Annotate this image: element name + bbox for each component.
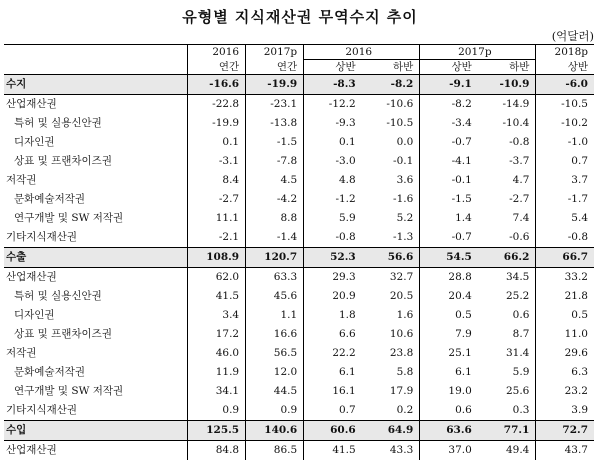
value-cell: 20.5 — [362, 287, 420, 306]
value-cell: 4.8 — [304, 171, 362, 190]
value-cell: -4.2 — [246, 190, 304, 209]
value-cell: -23.1 — [246, 95, 304, 115]
value-cell: 46.0 — [188, 344, 246, 363]
value-cell: 5.9 — [478, 363, 536, 382]
year-header: 2016 — [188, 45, 246, 60]
value-cell: 23.8 — [362, 344, 420, 363]
value-cell: 49.4 — [478, 441, 536, 460]
value-cell: 20.9 — [304, 287, 362, 306]
table-row — [4, 268, 594, 288]
row-label: 특허 및 실용신안권 — [4, 287, 188, 306]
row-label: 상표 및 프랜차이즈권 — [4, 325, 188, 344]
value-cell: 25.2 — [478, 287, 536, 306]
value-cell: -22.8 — [188, 95, 246, 115]
row-label: 문화예술저작권 — [4, 190, 188, 209]
year-header: 2018p — [536, 45, 594, 60]
value-cell: -0.6 — [478, 228, 536, 248]
period-header: 상반 — [536, 60, 594, 75]
row-label: 수지 — [4, 75, 188, 95]
value-cell: 20.4 — [420, 287, 478, 306]
table-row — [4, 401, 594, 421]
value-cell: 56.6 — [362, 248, 420, 268]
row-label: 저작권 — [4, 344, 188, 363]
row-label: 연구개발 및 SW 저작권 — [4, 382, 188, 401]
row-label: 디자인권 — [4, 133, 188, 152]
value-cell: 1.1 — [246, 306, 304, 325]
value-cell: -10.6 — [362, 95, 420, 115]
value-cell: 0.3 — [478, 401, 536, 421]
value-cell: -13.8 — [246, 114, 304, 133]
value-cell: 5.2 — [362, 209, 420, 228]
value-cell: 77.1 — [478, 421, 536, 441]
value-cell: 11.9 — [188, 363, 246, 382]
value-cell: 0.9 — [246, 401, 304, 421]
value-cell: -3.4 — [420, 114, 478, 133]
value-cell: 0.7 — [536, 152, 594, 171]
value-cell: 12.0 — [246, 363, 304, 382]
header-corner — [4, 45, 188, 60]
value-cell: 4.7 — [478, 171, 536, 190]
value-cell: -1.5 — [420, 190, 478, 209]
value-cell: 3.6 — [362, 171, 420, 190]
value-cell: 0.1 — [188, 133, 246, 152]
value-cell: -8.3 — [304, 75, 362, 95]
value-cell: 41.5 — [188, 287, 246, 306]
value-cell: -10.5 — [362, 114, 420, 133]
value-cell: -14.9 — [478, 95, 536, 115]
value-cell: 29.6 — [536, 344, 594, 363]
row-label: 연구개발 및 SW 저작권 — [4, 209, 188, 228]
value-cell: 5.4 — [536, 209, 594, 228]
value-cell: 54.5 — [420, 248, 478, 268]
value-cell: 108.9 — [188, 248, 246, 268]
value-cell: 32.7 — [362, 268, 420, 288]
table-row — [4, 75, 594, 95]
value-cell: 33.2 — [536, 268, 594, 288]
value-cell: -1.3 — [362, 228, 420, 248]
value-cell: 84.8 — [188, 441, 246, 460]
table-row — [4, 171, 594, 190]
value-cell: 10.6 — [362, 325, 420, 344]
value-cell: 34.5 — [478, 268, 536, 288]
value-cell: 3.4 — [188, 306, 246, 325]
table-row — [4, 287, 594, 306]
table-row — [4, 363, 594, 382]
value-cell: -19.9 — [188, 114, 246, 133]
value-cell: 1.6 — [362, 306, 420, 325]
value-cell: -0.1 — [362, 152, 420, 171]
value-cell: -0.8 — [478, 133, 536, 152]
table-row — [4, 152, 594, 171]
value-cell: 72.7 — [536, 421, 594, 441]
value-cell: -3.7 — [478, 152, 536, 171]
value-cell: 86.5 — [246, 441, 304, 460]
header-period-row — [4, 60, 594, 75]
row-label: 기타지식재산권 — [4, 401, 188, 421]
value-cell: 0.2 — [362, 401, 420, 421]
value-cell: 0.1 — [304, 133, 362, 152]
value-cell: 29.3 — [304, 268, 362, 288]
period-header: 하반 — [478, 60, 536, 75]
value-cell: -8.2 — [420, 95, 478, 115]
value-cell: 6.3 — [536, 363, 594, 382]
value-cell: -9.3 — [304, 114, 362, 133]
value-cell: -2.7 — [188, 190, 246, 209]
value-cell: -10.2 — [536, 114, 594, 133]
value-cell: 17.9 — [362, 382, 420, 401]
table-row — [4, 228, 594, 248]
row-label: 디자인권 — [4, 306, 188, 325]
value-cell: 17.2 — [188, 325, 246, 344]
value-cell: -0.8 — [304, 228, 362, 248]
value-cell: 44.5 — [246, 382, 304, 401]
value-cell: 3.9 — [536, 401, 594, 421]
table-row — [4, 133, 594, 152]
value-cell: 63.3 — [246, 268, 304, 288]
value-cell: -12.2 — [304, 95, 362, 115]
value-cell: 41.5 — [304, 441, 362, 460]
value-cell: 6.6 — [304, 325, 362, 344]
value-cell: 25.6 — [478, 382, 536, 401]
value-cell: -6.0 — [536, 75, 594, 95]
table-row — [4, 114, 594, 133]
header-corner — [4, 60, 188, 75]
value-cell: 16.6 — [246, 325, 304, 344]
value-cell: 0.7 — [304, 401, 362, 421]
value-cell: 0.6 — [478, 306, 536, 325]
ip-trade-balance-table — [4, 44, 594, 460]
value-cell: 25.1 — [420, 344, 478, 363]
value-cell: 0.5 — [420, 306, 478, 325]
table-row — [4, 248, 594, 268]
value-cell: -0.7 — [420, 228, 478, 248]
value-cell: -7.8 — [246, 152, 304, 171]
table-row — [4, 306, 594, 325]
value-cell: -0.8 — [536, 228, 594, 248]
value-cell: -0.7 — [420, 133, 478, 152]
value-cell: 21.8 — [536, 287, 594, 306]
value-cell: 3.7 — [536, 171, 594, 190]
period-header: 상반 — [304, 60, 362, 75]
row-label: 기타지식재산권 — [4, 228, 188, 248]
page-title: 유형별 지식재산권 무역수지 추이 — [0, 6, 600, 27]
value-cell: 0.0 — [362, 133, 420, 152]
row-label: 특허 및 실용신안권 — [4, 114, 188, 133]
value-cell: 52.3 — [304, 248, 362, 268]
year-header: 2017p — [420, 45, 536, 60]
value-cell: -9.1 — [420, 75, 478, 95]
value-cell: 23.2 — [536, 382, 594, 401]
value-cell: 22.2 — [304, 344, 362, 363]
value-cell: -1.6 — [362, 190, 420, 209]
value-cell: 1.8 — [304, 306, 362, 325]
value-cell: -3.1 — [188, 152, 246, 171]
value-cell: -1.0 — [536, 133, 594, 152]
value-cell: 7.4 — [478, 209, 536, 228]
header-year-row — [4, 45, 594, 60]
table-row — [4, 190, 594, 209]
table-row — [4, 421, 594, 441]
value-cell: 56.5 — [246, 344, 304, 363]
value-cell: -1.7 — [536, 190, 594, 209]
value-cell: 0.9 — [188, 401, 246, 421]
value-cell: 6.1 — [304, 363, 362, 382]
value-cell: 7.9 — [420, 325, 478, 344]
table-row — [4, 325, 594, 344]
value-cell: 62.0 — [188, 268, 246, 288]
row-label: 산업재산권 — [4, 441, 188, 460]
value-cell: 31.4 — [478, 344, 536, 363]
value-cell: -19.9 — [246, 75, 304, 95]
period-header: 연간 — [246, 60, 304, 75]
value-cell: -1.2 — [304, 190, 362, 209]
row-label: 수출 — [4, 248, 188, 268]
value-cell: -3.0 — [304, 152, 362, 171]
value-cell: 37.0 — [420, 441, 478, 460]
value-cell: -1.5 — [246, 133, 304, 152]
value-cell: 0.6 — [420, 401, 478, 421]
value-cell: 4.5 — [246, 171, 304, 190]
period-header: 상반 — [420, 60, 478, 75]
value-cell: 66.2 — [478, 248, 536, 268]
value-cell: -8.2 — [362, 75, 420, 95]
row-label: 산업재산권 — [4, 95, 188, 115]
value-cell: 63.6 — [420, 421, 478, 441]
value-cell: 45.6 — [246, 287, 304, 306]
value-cell: -10.9 — [478, 75, 536, 95]
value-cell: 66.7 — [536, 248, 594, 268]
value-cell: 140.6 — [246, 421, 304, 441]
value-cell: 11.0 — [536, 325, 594, 344]
value-cell: 1.4 — [420, 209, 478, 228]
table-row — [4, 382, 594, 401]
row-label: 수입 — [4, 421, 188, 441]
value-cell: -4.1 — [420, 152, 478, 171]
value-cell: -16.6 — [188, 75, 246, 95]
value-cell: 0.5 — [536, 306, 594, 325]
table-row — [4, 441, 594, 460]
value-cell: 19.0 — [420, 382, 478, 401]
value-cell: 5.9 — [304, 209, 362, 228]
value-cell: 8.4 — [188, 171, 246, 190]
value-cell: 6.1 — [420, 363, 478, 382]
value-cell: 16.1 — [304, 382, 362, 401]
value-cell: -0.1 — [420, 171, 478, 190]
year-header: 2017p — [246, 45, 304, 60]
period-header: 연간 — [188, 60, 246, 75]
value-cell: -2.1 — [188, 228, 246, 248]
period-header: 하반 — [362, 60, 420, 75]
value-cell: 43.7 — [536, 441, 594, 460]
value-cell: 43.3 — [362, 441, 420, 460]
table-row — [4, 95, 594, 115]
value-cell: 28.8 — [420, 268, 478, 288]
value-cell: -10.4 — [478, 114, 536, 133]
row-label: 저작권 — [4, 171, 188, 190]
row-label: 산업재산권 — [4, 268, 188, 288]
value-cell: 8.8 — [246, 209, 304, 228]
value-cell: -2.7 — [478, 190, 536, 209]
row-label: 상표 및 프랜차이즈권 — [4, 152, 188, 171]
value-cell: 11.1 — [188, 209, 246, 228]
value-cell: 5.8 — [362, 363, 420, 382]
table-row — [4, 209, 594, 228]
value-cell: 34.1 — [188, 382, 246, 401]
unit-label: (억달러) — [552, 28, 594, 44]
table-row — [4, 344, 594, 363]
value-cell: -1.4 — [246, 228, 304, 248]
value-cell: 64.9 — [362, 421, 420, 441]
year-header: 2016 — [304, 45, 420, 60]
value-cell: -10.5 — [536, 95, 594, 115]
value-cell: 8.7 — [478, 325, 536, 344]
value-cell: 120.7 — [246, 248, 304, 268]
value-cell: 60.6 — [304, 421, 362, 441]
row-label: 문화예술저작권 — [4, 363, 188, 382]
value-cell: 125.5 — [188, 421, 246, 441]
